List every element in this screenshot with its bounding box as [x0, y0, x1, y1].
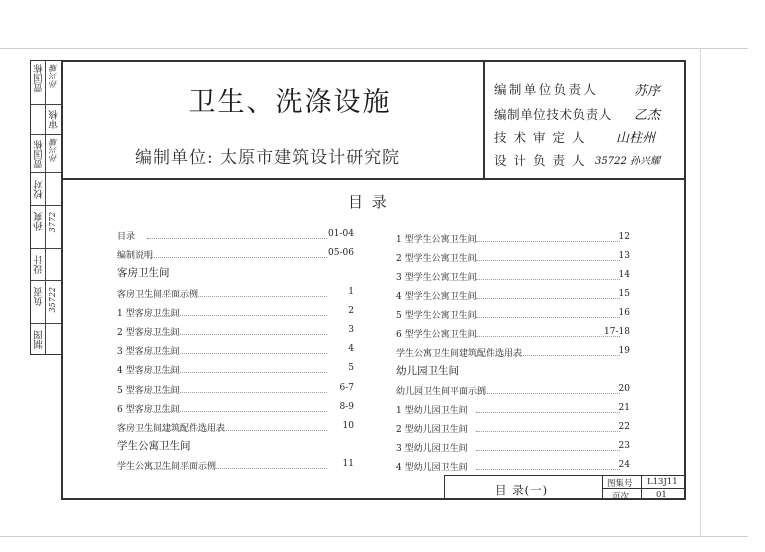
strip-rule — [30, 104, 62, 105]
responsibility-label: 设计负责人 — [494, 153, 592, 168]
toc-entry-page: 24 — [618, 460, 630, 470]
toc-section-heading: 学生公寓卫生间 — [117, 440, 191, 453]
toc-entry-page: 6-7 — [339, 382, 354, 393]
toc-leader-dots — [147, 391, 327, 393]
toc-leader-dots — [147, 352, 327, 354]
toc-leader-dots — [147, 237, 327, 239]
header-vertical-divider — [483, 60, 485, 179]
sheet-top-border — [0, 48, 748, 49]
toc-entry-label: 1 型客房卫生间 — [117, 308, 180, 319]
toc-entry-page: 1 — [348, 286, 354, 297]
toc-entry-page: 5 — [348, 363, 354, 374]
responsibility-label: 编制单位技术负责人 — [494, 107, 612, 122]
toc-leader-dots — [147, 429, 327, 431]
toc-entry-page: 4 — [348, 344, 354, 355]
toc-entry-label: 客房卫生间平面示例 — [117, 289, 199, 300]
toc-entry-page: 22 — [618, 422, 630, 432]
toc-entry-page: 20 — [618, 384, 630, 394]
toc-leader-dots — [147, 295, 327, 297]
toc-entry-page: 12 — [618, 232, 630, 242]
toc-entry-page: 10 — [342, 421, 354, 431]
toc-entry-label: 5 型学生公寓卫生间 — [396, 311, 477, 321]
toc-entry-label: 客房卫生间建筑配件选用表 — [117, 424, 226, 434]
toc-entry-page: 19 — [618, 346, 630, 356]
strip-role: 贾国栋 — [34, 64, 45, 93]
toc-entry-page: 23 — [618, 441, 630, 451]
responsibility-label: 编制单位负责人 — [494, 82, 599, 97]
toc-entry-label: 5 型客房卫生间 — [117, 385, 180, 396]
toc-entry-label: 6 型客房卫生间 — [117, 404, 180, 415]
strip-role: 制图 — [34, 330, 45, 349]
compiler-unit: 编制单位: 太原市建筑设计研究院 — [135, 148, 401, 168]
toc-entry-label: 3 型幼儿园卫生间 — [396, 444, 468, 454]
toc-entry-page: 16 — [618, 308, 630, 318]
toc-entry-label: 4 型幼儿园卫生间 — [396, 463, 468, 473]
toc-entry-page: 3 — [348, 325, 354, 335]
strip-rule — [30, 134, 62, 135]
strip-role: 审核 — [49, 110, 60, 129]
toc-entry-label: 2 型客房卫生间 — [117, 328, 180, 338]
toc-leader-dots — [147, 371, 327, 373]
toc-title: 目 录 — [348, 193, 389, 211]
toc-entry-page: 11 — [342, 459, 354, 470]
toc-entry-label: 3 型学生公寓卫生间 — [396, 273, 477, 283]
toc-entry-label: 2 型学生公寓卫生间 — [396, 254, 477, 264]
atlas-number-label: 图集号 — [607, 479, 633, 489]
page-title: 卫生、洗涤设施 — [188, 87, 392, 118]
toc-entry-page: 8-9 — [339, 401, 354, 412]
strip-signature: 3772 — [48, 212, 57, 233]
toc-entry-label: 4 型学生公寓卫生间 — [396, 292, 477, 302]
toc-entry-page: 17-18 — [604, 327, 630, 337]
signature: 35722 孙兴耀 — [595, 156, 660, 167]
toc-leader-dots — [147, 467, 327, 469]
toc-entry-label: 4 型客房卫生间 — [117, 366, 180, 377]
strip-role: 校对 — [34, 180, 45, 199]
toc-leader-dots — [147, 314, 327, 316]
atlas-number: L13J11 — [647, 477, 678, 487]
sheet-right-border — [700, 48, 701, 536]
strip-rule — [30, 323, 62, 324]
toc-entry-page: 14 — [618, 270, 630, 280]
toc-entry-label: 目录 — [117, 232, 136, 242]
toc-entry-label: 学生公寓卫生间平面示例 — [117, 462, 217, 473]
strip-rule — [30, 280, 62, 281]
toc-entry-label: 编制说明 — [117, 251, 154, 262]
strip-signature: 35722 — [48, 287, 57, 313]
signature: 苏序 — [634, 84, 661, 99]
strip-role: 孙爽 — [34, 212, 45, 231]
toc-entry-page: 15 — [618, 289, 630, 299]
toc-entry-page: 21 — [618, 403, 630, 413]
toc-entry-page: 05-06 — [328, 248, 354, 259]
toc-entry-label: 1 型学生公寓卫生间 — [396, 235, 477, 245]
toc-section-heading: 幼儿园卫生间 — [396, 365, 459, 377]
sheet-name: 目 录(一) — [495, 483, 549, 497]
responsibility-label: 技术审定人 — [494, 130, 592, 145]
page-number-label: 页次 — [612, 492, 630, 502]
strip-rule — [30, 172, 62, 173]
signature: 山柱州 — [616, 131, 656, 146]
toc-entry-label: 学生公寓卫生间建筑配件选用表 — [396, 349, 523, 359]
toc-entry-label: 2 型幼儿园卫生间 — [396, 425, 468, 435]
toc-entry-label: 6 型学生公寓卫生间 — [396, 330, 477, 340]
strip-role: 设计 — [34, 255, 45, 274]
toc-entry-label: 幼儿园卫生间平面示例 — [396, 387, 487, 397]
strip-role: 贾国栋 — [34, 140, 45, 169]
toc-leader-dots — [147, 410, 327, 412]
strip-role: 负责 — [34, 287, 45, 306]
toc-leader-dots — [147, 333, 327, 335]
toc-entry-page: 13 — [618, 251, 630, 261]
header-divider — [61, 178, 686, 180]
signature: 乙杰 — [634, 108, 661, 123]
toc-entry-page: 2 — [348, 305, 354, 316]
strip-signature: 孙兴耀 — [49, 138, 58, 162]
toc-entry-label: 1 型幼儿园卫生间 — [396, 406, 468, 416]
strip-rule — [30, 248, 62, 249]
strip-rule — [30, 205, 62, 206]
toc-entry-label: 3 型客房卫生间 — [117, 347, 180, 358]
toc-entry-page: 01-04 — [328, 229, 354, 239]
toc-section-heading: 客房卫生间 — [117, 267, 170, 280]
page-number: 01 — [656, 490, 667, 500]
toc-leader-dots — [147, 256, 327, 258]
strip-signature: 孙兴耀 — [49, 64, 58, 88]
sheet-bottom-border — [0, 536, 748, 537]
